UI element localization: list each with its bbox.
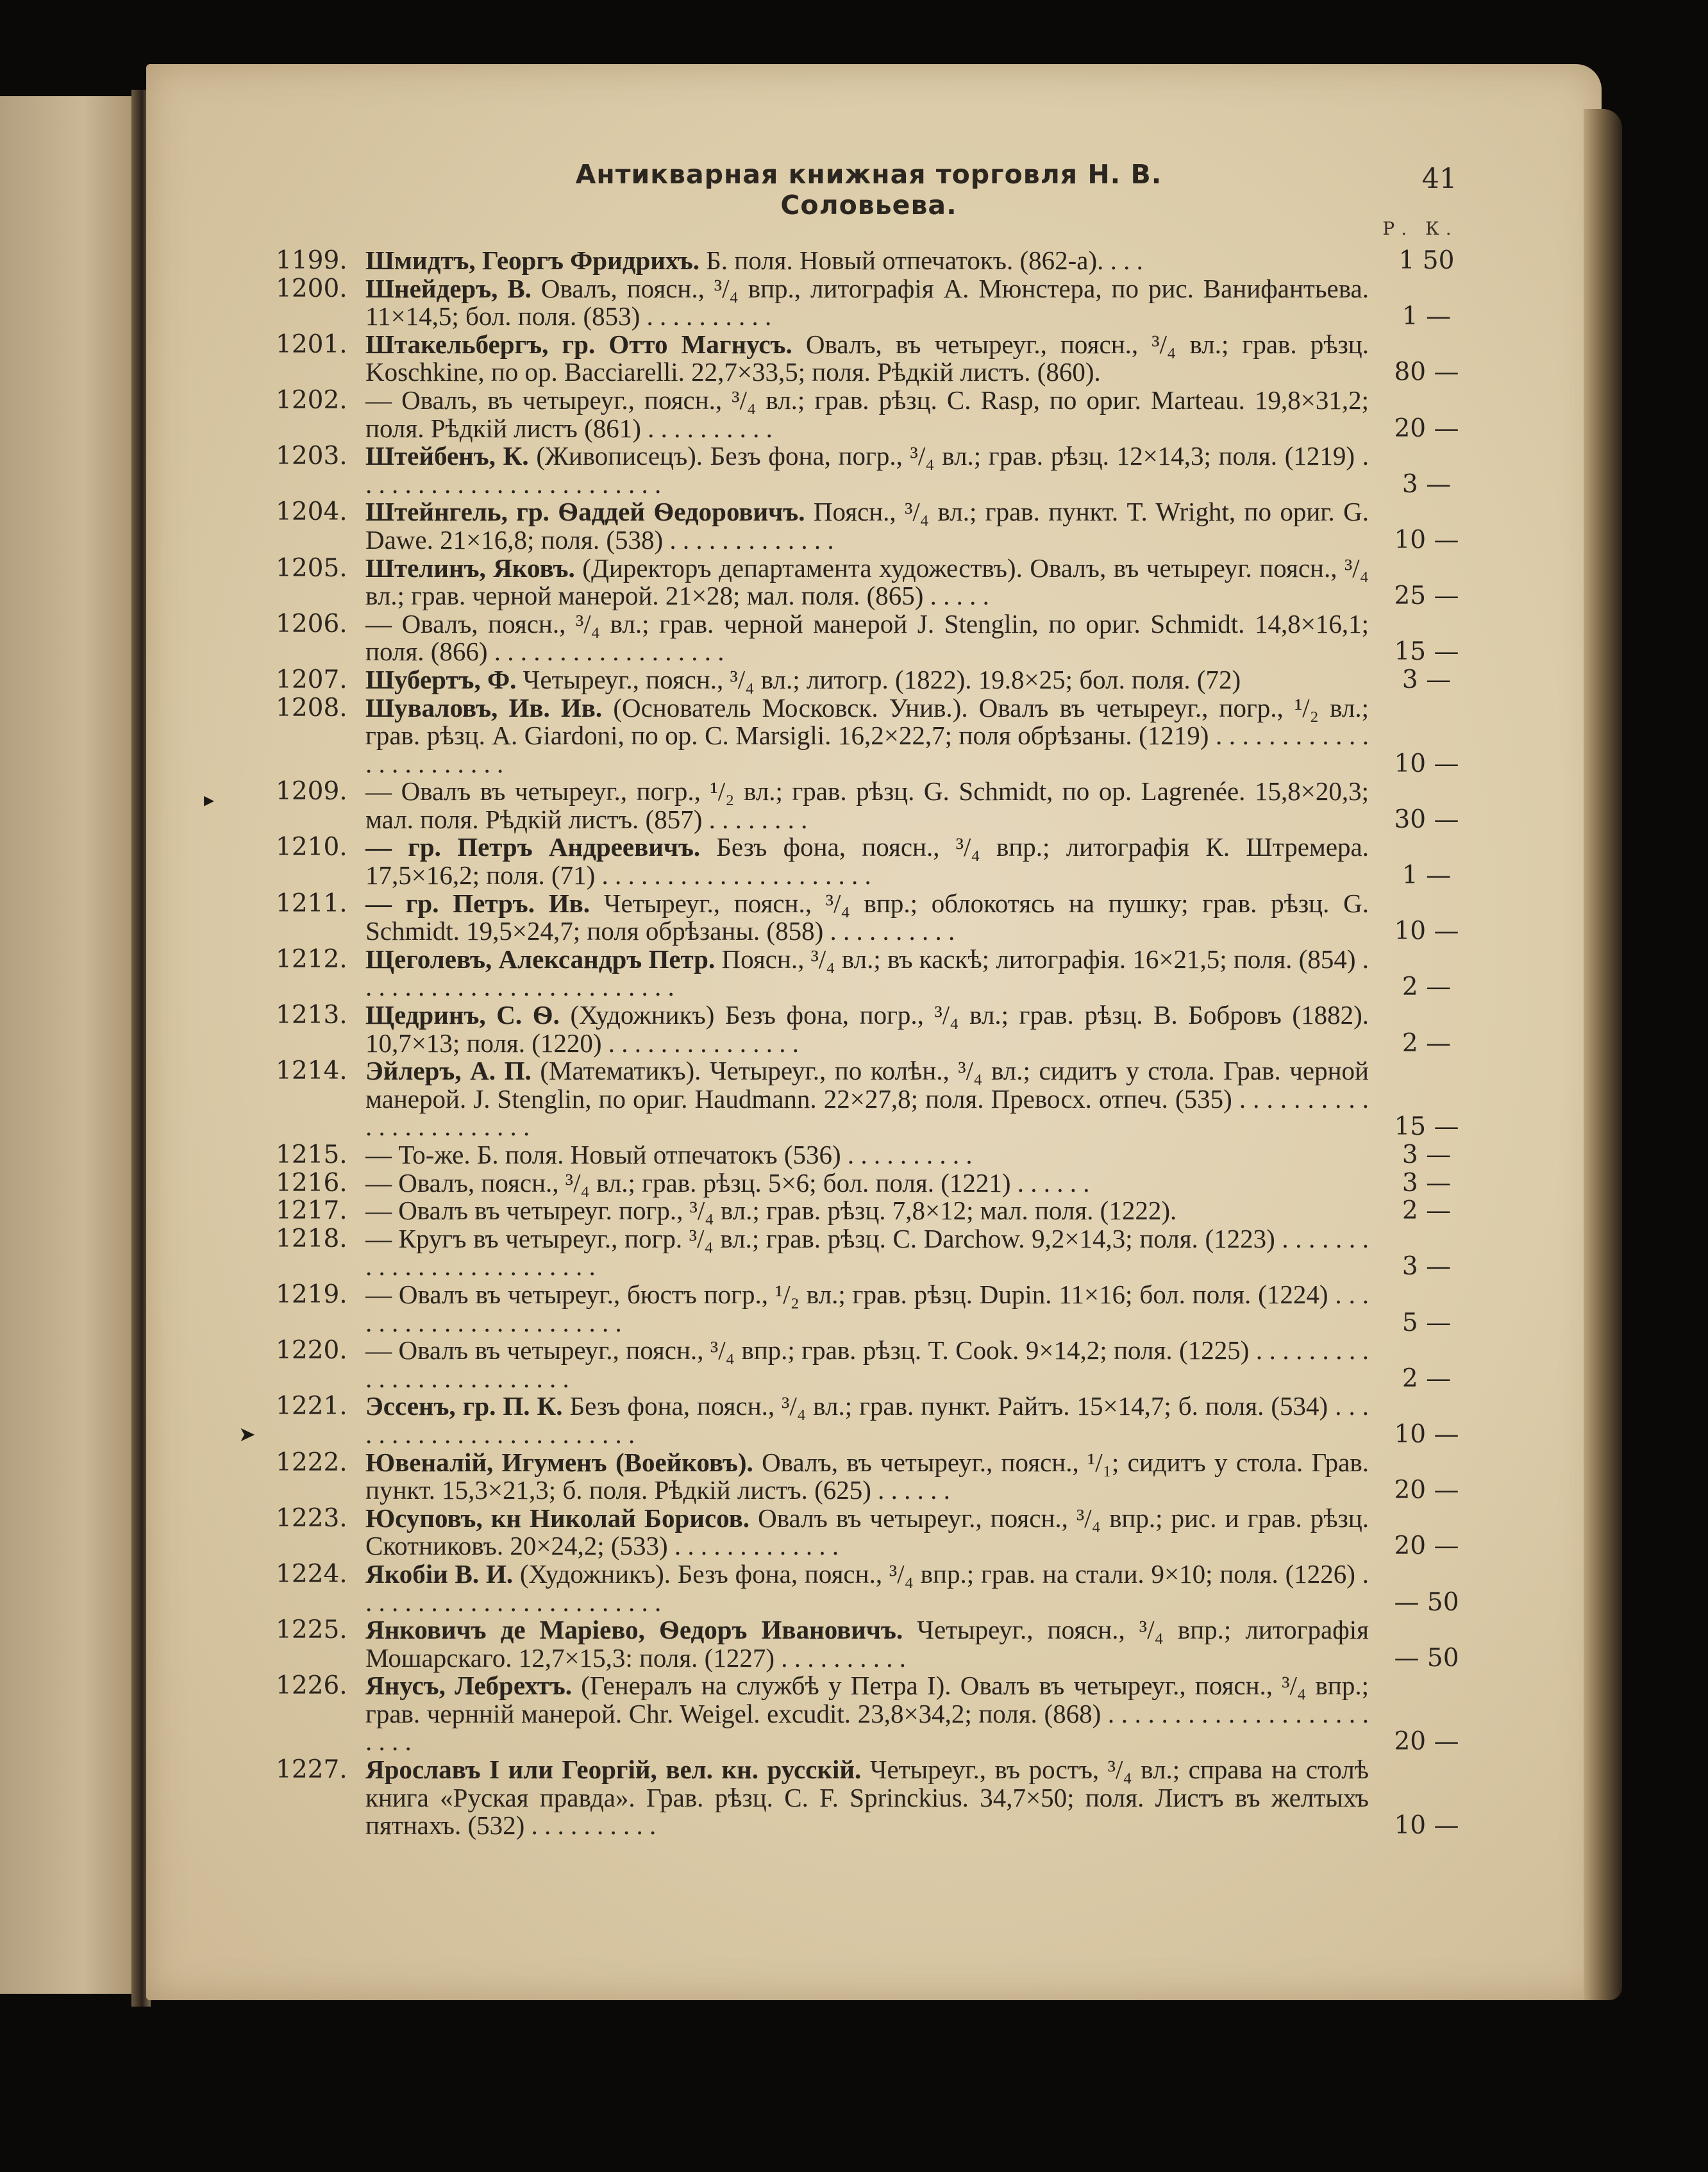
catalog-entry <box>276 890 1475 946</box>
entry-text: Четыреуг., въ ростъ, ³/₄ вл.; справа на столѣ книга «Руская правда». Грав. рѣзц. C. F. Sprinckius. 34,7×50; поля. Листъ въ желтыхъ пятнахъ. (532) . . . . . . . . . . <box>365 1755 1369 1841</box>
entry-text: Овалъ, въ четыреуг., поясн., ³/₄ вл.; грав. рѣзц. Koschkine, по ор. Bacciarelli. 22,7×33,5; поля. Рѣдкій листъ. (860). <box>365 329 1369 387</box>
catalog-entry <box>276 1505 1475 1560</box>
entry-description <box>365 694 1369 778</box>
entry-text: — Овалъ въ четыреуг., бюстъ погр., ¹/₂ вл.; грав. рѣзц. Dupin. 11×16; бол. поля. (1224) . . . . . . . . . . . . . . . . . . . . . . . <box>365 1279 1369 1337</box>
page-block-edge <box>1584 109 1622 2000</box>
left-page-edge <box>0 96 138 1994</box>
entry-name: Щеголевъ, Александръ Петр. <box>365 944 722 974</box>
entry-description <box>365 1225 1369 1281</box>
entry-price: 15 — <box>1394 1112 1459 1142</box>
entry-text: — Овалъ, поясн., ³/₄ вл.; грав. черной манерой J. Stenglin, по ориг. Schmidt. 14,8×16,1; поля. (866) . . . . . . . . . . . . . . . . . . <box>365 608 1369 667</box>
entry-price: 20 — <box>1394 1532 1459 1561</box>
catalog-entry <box>276 1281 1475 1337</box>
entry-text: Овалъ, поясн., ³/₄ впр., литографія А. Мюнстера, по рис. Ванифантьева. 11×14,5; бол. поля. (853) . . . . . . . . . . <box>365 273 1369 331</box>
entry-description <box>365 498 1369 554</box>
catalog-entry <box>276 833 1475 889</box>
entry-price: 20 — <box>1394 414 1459 443</box>
entry-name: — гр. Петръ Андреевичъ. <box>365 832 717 862</box>
entry-number: 1204. <box>276 497 347 527</box>
running-title: Антикварная книжная торговля Н. В. Соловьева. <box>575 159 1162 221</box>
entry-name: Штелинъ, Яковъ. <box>365 553 583 583</box>
entry-text: Овалъ въ четыреуг., поясн., ³/₄ впр.; рис. и грав. рѣзц. Скотниковъ. 20×24,2; (533) . . . . . . . . . . . . . <box>365 1503 1369 1561</box>
catalog-entry <box>276 555 1475 610</box>
entry-number: 1213. <box>276 1001 347 1030</box>
entry-name: Эйлеръ, А. П. <box>365 1056 540 1086</box>
entry-price: 2 — <box>1402 1196 1452 1226</box>
catalog-entry <box>276 778 1475 833</box>
entry-text: — Кругъ въ четыреуг., погр. ³/₄ вл.; грав. рѣзц. C. Darchow. 9,2×14,3; поля. (1223) . . . . . . . . . . . . . . . . . . . . . . . . . <box>365 1223 1369 1282</box>
catalog-entry <box>276 1449 1475 1505</box>
entry-description <box>365 1169 1369 1198</box>
entry-price: — 50 <box>1394 1643 1459 1673</box>
entry-name: — гр. Петръ. Ив. <box>365 888 604 918</box>
entry-number: 1203. <box>276 442 347 471</box>
entry-price: 3 — <box>1402 665 1452 694</box>
entry-name: Штейбенъ, К. <box>365 441 537 471</box>
entry-price: 20 — <box>1394 1727 1459 1757</box>
entry-description <box>365 331 1369 387</box>
entry-price: 1 50 <box>1398 246 1455 275</box>
entry-description <box>365 833 1369 889</box>
entry-number: 1206. <box>276 609 347 639</box>
catalog-entry <box>276 1616 1475 1672</box>
entry-description <box>365 946 1369 1001</box>
entry-price: 25 — <box>1394 581 1459 611</box>
entry-description <box>365 555 1369 610</box>
entry-description <box>365 1505 1369 1560</box>
entry-number: 1209. <box>276 777 347 806</box>
entry-text: — Овалъ въ четыреуг. погр., ³/₄ вл.; грав. рѣзц. 7,8×12; мал. поля. (1222). <box>365 1196 1177 1226</box>
entry-number: 1218. <box>276 1224 347 1253</box>
entry-name: Якобіи В. И. <box>365 1558 520 1589</box>
entry-description <box>365 666 1369 694</box>
catalog-entry <box>276 1337 1475 1392</box>
entry-number: 1216. <box>276 1168 347 1198</box>
catalog-entry <box>276 694 1475 778</box>
catalog-entry <box>276 1141 1475 1169</box>
catalog-entry <box>276 1672 1475 1756</box>
entry-text: (Основатель Московск. Унив.). Овалъ въ четыреуг., погр., ¹/₂ вл.; грав. рѣзц. A. Giardoni, по ор. C. Marsigli. 16,2×22,7; поля обрѣзаны. (1219) . . . . . . . . . . . . . . . . . . . . . . . <box>365 692 1369 778</box>
entry-price: — 50 <box>1394 1587 1459 1617</box>
entry-text: (Живописецъ). Безъ фона, погр., ³/₄ вл.; грав. рѣзц. 12×14,3; поля. (1219) . . . . . . . . . . . . . . . . . . . . . . . . <box>365 441 1369 499</box>
entry-description <box>365 778 1369 833</box>
entry-text: — То-же. Б. поля. Новый отпечатокъ (536) . . . . . . . . . . <box>365 1140 973 1169</box>
entry-description <box>365 247 1369 275</box>
entry-price: 30 — <box>1394 805 1459 834</box>
entry-name: Шубертъ, Ф. <box>365 664 523 694</box>
catalog-entry <box>276 946 1475 1001</box>
entry-text: (Генералъ на службѣ у Петра I). Овалъ въ четыреуг., поясн., ³/₄ впр.; грав. чернній манерой. Chr. Weigel. excudit. 23,8×34,2; поля. (868) . . . . . . . . . . . . . . . . . . . . . . . . <box>365 1671 1369 1757</box>
entry-number: 1223. <box>276 1503 347 1533</box>
entry-number: 1210. <box>276 833 347 862</box>
entry-price: 2 — <box>1402 1028 1452 1058</box>
entry-name: Шнейдеръ, В. <box>365 273 541 303</box>
entry-number: 1208. <box>276 693 347 723</box>
entry-name: Штейнгель, гр. Ѳаддей Ѳедоровичъ. <box>365 497 814 527</box>
entry-price: 5 — <box>1402 1308 1452 1337</box>
entry-text: — Овалъ въ четыреуг., поясн., ³/₄ впр.; грав. рѣзц. T. Cook. 9×14,2; поля. (1225) . . . . . . . . . . . . . . . . . . . . . . . . . <box>365 1335 1369 1393</box>
entry-price: 3 — <box>1402 1252 1452 1282</box>
entry-description <box>365 1057 1369 1141</box>
entry-text: Поясн., ³/₄ вл.; грав. пункт. T. Wright, по ориг. G. Dawe. 21×16,8; поля. (538) . . . . . . . . . . . . . <box>365 497 1369 555</box>
entry-price: 2 — <box>1402 973 1452 1002</box>
entry-number: 1222. <box>276 1448 347 1477</box>
entry-price: 10 — <box>1394 525 1459 555</box>
entry-number: 1219. <box>276 1280 347 1309</box>
catalog-entry <box>276 610 1475 666</box>
entry-number: 1224. <box>276 1559 347 1589</box>
entry-text: Безъ фона, поясн., ³/₄ вл.; грав. пункт. Райтъ. 15×14,7; б. поля. (534) . . . . . . . . . . . . . . . . . . . . . . . . <box>365 1391 1369 1449</box>
catalog-entry <box>276 442 1475 498</box>
entry-number: 1200. <box>276 274 347 303</box>
entry-number: 1207. <box>276 665 347 694</box>
catalog-entry <box>276 498 1475 554</box>
catalog-entry <box>276 247 1475 275</box>
catalog-entry <box>276 1057 1475 1141</box>
entry-number: 1215. <box>276 1140 347 1169</box>
entry-text: (Художникъ) Безъ фона, погр., ³/₄ вл.; грав. рѣзц. В. Бобровъ (1882). 10,7×13; поля. (1220) . . . . . . . . . . . . . . . <box>365 1000 1369 1058</box>
entry-number: 1226. <box>276 1671 347 1701</box>
entry-number: 1227. <box>276 1755 347 1785</box>
entry-description <box>365 610 1369 666</box>
entry-price: 10 — <box>1394 749 1459 778</box>
entry-price: 80 — <box>1394 358 1459 387</box>
entry-number: 1217. <box>276 1196 347 1226</box>
catalog-entry <box>276 666 1475 694</box>
entry-description <box>365 1001 1369 1057</box>
entry-number: 1225. <box>276 1616 347 1645</box>
entry-name: Шуваловъ, Ив. Ив. <box>365 692 614 723</box>
entry-price: 3 — <box>1402 469 1452 499</box>
entry-text: Четыреуг., поясн., ³/₄ вл.; литогр. (1822). 19.8×25; бол. поля. (72) <box>523 664 1241 694</box>
entry-name: Штакельбергъ, гр. Отто Магнусъ. <box>365 329 806 359</box>
page-header <box>0 159 1708 221</box>
entry-description <box>365 275 1369 331</box>
entry-text: — Овалъ въ четыреуг., погр., ¹/₂ вл.; грав. рѣзц. G. Schmidt, по ор. Lagrenée. 15,8×20,3; мал. поля. Рѣдкій листъ. (857) . . . . . . . . <box>365 776 1369 834</box>
entry-number: 1221. <box>276 1392 347 1421</box>
entry-price: 20 — <box>1394 1476 1459 1505</box>
entry-text: (Директоръ департамента художествъ). Овалъ, въ четыреуг. поясн., ³/₄ вл.; грав. черной манерой. 21×28; мал. поля. (865) . . . . . <box>365 553 1369 611</box>
entry-description <box>365 1449 1369 1505</box>
entry-name: Янусъ, Лебрехтъ. <box>365 1671 582 1701</box>
catalog-entry <box>276 1001 1475 1057</box>
entry-description <box>365 1672 1369 1756</box>
entry-price: 1 — <box>1402 861 1452 890</box>
entry-text: — Овалъ, въ четыреуг., поясн., ³/₄ вл.; грав. рѣзц. C. Rasp, по ориг. Marteau. 19,8×31,2; поля. Рѣдкій листъ (861) . . . . . . . . . . <box>365 385 1369 443</box>
entry-text: Овалъ, въ четыреуг., поясн., ¹/₁; сидитъ у стола. Грав. пункт. 15,3×21,3; б. поля. Рѣдкій листъ. (625) . . . . . . <box>365 1447 1369 1505</box>
entry-text: (Художникъ). Безъ фона, поясн., ³/₄ впр.; грав. на стали. 9×10; поля. (1226) . . . . . . . . . . . . . . . . . . . . . . . . <box>365 1558 1369 1617</box>
entry-text: Б. поля. Новый отпечатокъ. (862-а). . . . <box>706 246 1143 275</box>
catalog-entry <box>276 1169 1475 1198</box>
catalog-entry <box>276 1560 1475 1616</box>
entry-number: 1199. <box>276 246 347 275</box>
margin-arrow-mark: ▸ <box>204 787 215 812</box>
entry-number: 1202. <box>276 385 347 415</box>
catalog-entry <box>276 1756 1475 1840</box>
entry-name: Щедринъ, С. Ѳ. <box>365 1000 571 1030</box>
entry-price: 10 — <box>1394 1419 1459 1449</box>
page-number: 41 <box>1421 163 1457 195</box>
entry-name: Эссенъ, гр. П. К. <box>365 1391 570 1421</box>
entry-name: Янковичъ де Маріево, Ѳедоръ Ивановичъ. <box>365 1615 917 1645</box>
catalog-entry <box>276 387 1475 442</box>
entry-description <box>365 1141 1369 1169</box>
entry-description <box>365 1281 1369 1337</box>
entry-text: (Математикъ). Четыреуг., по колѣн., ³/₄ вл.; сидитъ у стола. Грав. черной манерой. J. Stenglin, по ориг. Haudmann. 22×27,8; поля. Превосх. отпеч. (535) . . . . . . . . . . . . . . . . . . . . . . . <box>365 1056 1369 1142</box>
catalog-entry <box>276 1225 1475 1281</box>
entry-description <box>365 1560 1369 1616</box>
entry-price: 3 — <box>1402 1140 1452 1169</box>
entry-description <box>365 1337 1369 1392</box>
entry-description <box>365 890 1369 946</box>
entry-text: Четыреуг., поясн., ³/₄ впр.; облокотясь на пушку; грав. рѣзц. G. Schmidt. 19,5×24,7; поля обрѣзаны. (858) . . . . . . . . . . <box>365 888 1369 946</box>
entry-description <box>365 442 1369 498</box>
entry-price: 1 — <box>1402 302 1452 331</box>
entry-name: Шмидтъ, Георгъ Фридрихъ. <box>365 246 707 275</box>
entry-description <box>365 387 1369 442</box>
entry-price: 15 — <box>1394 637 1459 667</box>
entry-number: 1214. <box>276 1057 347 1086</box>
entry-description <box>365 1392 1369 1448</box>
catalog-entry <box>276 1392 1475 1448</box>
entry-text: Четыреуг., поясн., ³/₄ впр.; литографія Мошарскаго. 12,7×15,3: поля. (1227) . . . . . . . . . . <box>365 1615 1369 1673</box>
entry-number: 1201. <box>276 330 347 359</box>
entry-name: Ювеналій, Игуменъ (Воейковъ). <box>365 1447 762 1477</box>
entry-description <box>365 1616 1369 1672</box>
catalog-entry <box>276 275 1475 331</box>
entry-description <box>365 1197 1369 1225</box>
currency-column-heading: Р. К. <box>1382 218 1458 239</box>
entry-price: 10 — <box>1394 1811 1459 1841</box>
entry-name: Ярославъ I или Георгій, вел. кн. русскій. <box>365 1755 870 1785</box>
entry-description <box>365 1756 1369 1840</box>
catalog-list <box>276 247 1475 1840</box>
entry-text: — Овалъ, поясн., ³/₄ вл.; грав. рѣзц. 5×6; бол. поля. (1221) . . . . . . <box>365 1167 1090 1198</box>
catalog-entry <box>276 331 1475 387</box>
entry-text: Поясн., ³/₄ вл.; въ каскѣ; литографія. 16×21,5; поля. (854) . . . . . . . . . . . . . . . . . . . . . . . . . <box>365 944 1369 1002</box>
entry-price: 10 — <box>1394 917 1459 946</box>
entry-number: 1205. <box>276 553 347 583</box>
entry-price: 2 — <box>1402 1364 1452 1393</box>
entry-number: 1212. <box>276 944 347 974</box>
margin-arrow-mark: ➤ <box>239 1422 256 1446</box>
entry-number: 1211. <box>276 889 347 918</box>
catalog-entry <box>276 1197 1475 1225</box>
entry-name: Юсуповъ, кн Николай Борисов. <box>365 1503 758 1533</box>
entry-text: Безъ фона, поясн., ³/₄ впр.; литографія К. Штремера. 17,5×16,2; поля. (71) . . . . . . . . . . . . . . . . . . . . . <box>365 832 1369 890</box>
entry-price: 3 — <box>1402 1168 1452 1198</box>
entry-number: 1220. <box>276 1336 347 1366</box>
